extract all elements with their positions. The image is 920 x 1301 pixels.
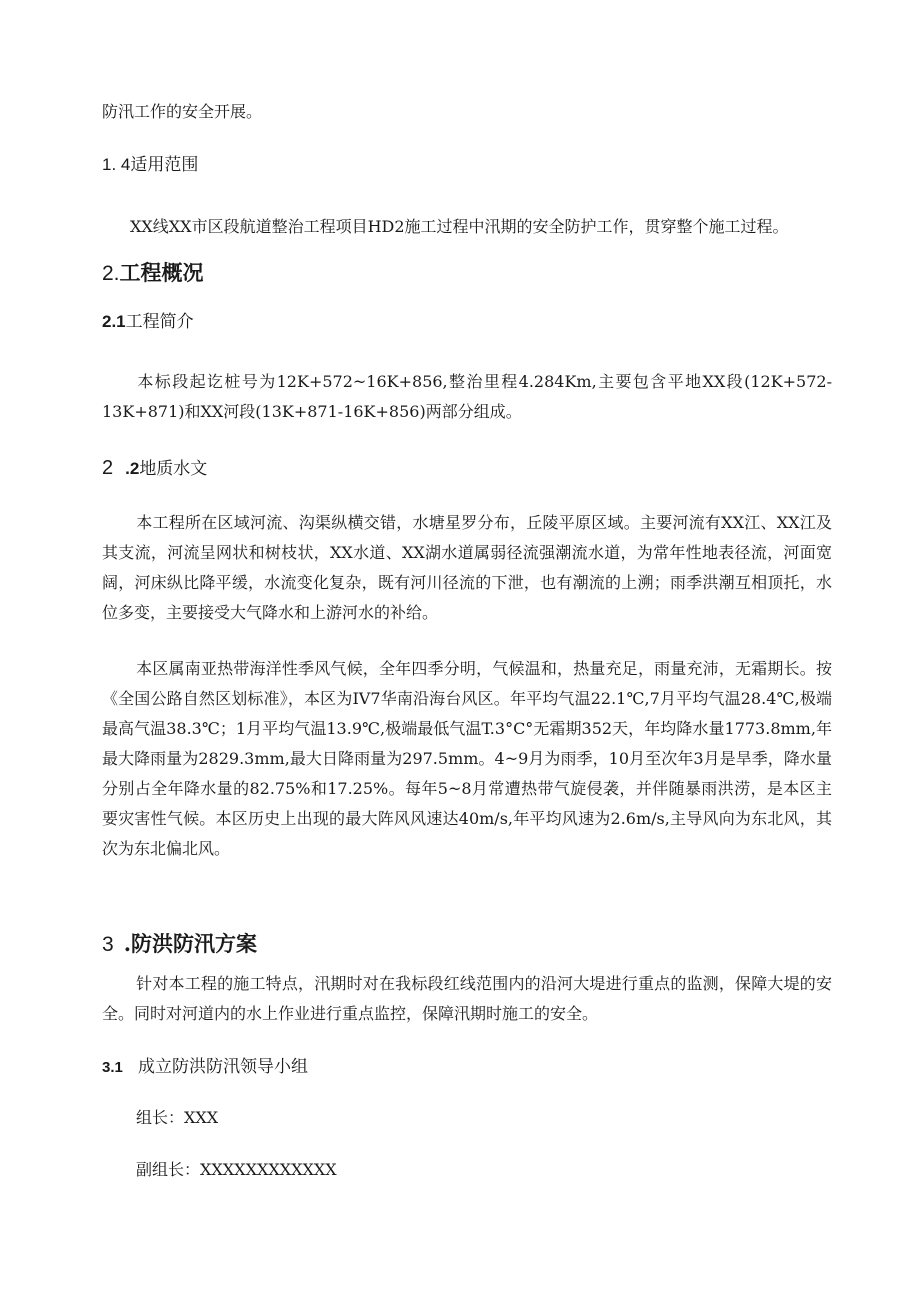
section-3-title: .防洪防汛方案 bbox=[123, 931, 257, 956]
section-2-1-paragraph bbox=[102, 367, 832, 427]
section-2-1-heading bbox=[102, 307, 194, 337]
section-2-title: 工程概况 bbox=[119, 260, 204, 285]
section-2-2-heading bbox=[102, 453, 207, 484]
section-2-2-paragraph-2 bbox=[102, 654, 832, 864]
section-3-1-heading bbox=[102, 1052, 308, 1083]
section-2-2-number-b: .2 bbox=[125, 459, 140, 478]
section-2-number: 2. bbox=[102, 262, 120, 285]
section-3-number: 3 bbox=[102, 933, 114, 956]
intro-tail-text: 防汛工作的安全开展。 bbox=[102, 102, 263, 121]
section-2-2-paragraph-1-text: 本工程所在区域河流、沟渠纵横交错，水塘星罗分布，丘陵平原区域。主要河流有XX江、XX江及其支流，河流呈网状和树枝状，XX水道、XX湖水道属弱径流强潮流水道，为常年性地表径流，河面宽阔，河床纵比降平缓，水流变化复杂，既有河川径流的下泄，也有潮流的上溯；雨季洪潮互相顶托，水位多变，主要接受大气降水和上游河水的补给。 bbox=[102, 513, 832, 622]
section-3-1-number: 3.1 bbox=[102, 1059, 123, 1076]
section-3-paragraph-text: 针对本工程的施工特点，汛期时对在我标段红线范围内的沿河大堤进行重点的监测，保障大堤的安全。同时对河道内的水上作业进行重点监控，保障汛期时施工的安全。 bbox=[102, 974, 832, 1023]
section-1-4-heading bbox=[102, 150, 198, 180]
section-3-paragraph bbox=[102, 969, 832, 1029]
vice-leader-line: 副组长：XXXXXXXXXXXX bbox=[136, 1160, 337, 1179]
section-2-1-number: 2.1 bbox=[102, 312, 126, 331]
section-3-heading bbox=[102, 929, 257, 960]
section-2-1-title: 工程简介 bbox=[125, 312, 194, 332]
section-2-2-paragraph-2-text: 本区属南亚热带海洋性季风气候，全年四季分明，气候温和，热量充足，雨量充沛，无霜期长。按《全国公路自然区划标准》，本区为IV7华南沿海台风区。年平均气温22.1℃,7月平均气温28.4℃,极端最高气温38.3℃；1月平均气温13.9℃,极端最低气温T.3°C°无霜期352天，年均降水量1773.8mm,年最大降雨量为2829.3mm,最大日降雨量为297.5mm。4~9月为雨季，10月至次年3月是旱季，降水量分别占全年降水量的82.75%和17.25%。每年5~8月常遭热带气旋侵袭，并伴随暴雨洪涝，是本区主要灾害性气候。本区历史上出现的最大阵风风速达40m∕s,年平均风速为2.6m∕s,主导风向为东北风，其次为东北偏北风。 bbox=[102, 659, 832, 858]
section-2-1-paragraph-text: 本标段起讫桩号为12K+572~16K+856,整治里程4.284Km,主要包含平地XX段(12K+572-13K+871)和XX河段(13K+871-16K+856)两部分组成。 bbox=[102, 372, 832, 421]
leader-line: 组长：XXX bbox=[136, 1108, 219, 1127]
section-2-2-paragraph-1 bbox=[102, 508, 832, 628]
section-3-1-title: 成立防洪防汛领导小组 bbox=[138, 1057, 308, 1077]
section-2-2-title: 地质水文 bbox=[139, 459, 208, 479]
section-1-4-title: 适用范围 bbox=[130, 155, 199, 175]
section-2-heading bbox=[102, 258, 204, 289]
section-1-4-number: 1. 4 bbox=[102, 155, 131, 174]
section-1-4-paragraph: XX线XX市区段航道整治工程项目HD2施工过程中汛期的安全防护工作，贯穿整个施工过程。 bbox=[130, 217, 789, 236]
section-2-2-number-a: 2 bbox=[102, 457, 114, 479]
